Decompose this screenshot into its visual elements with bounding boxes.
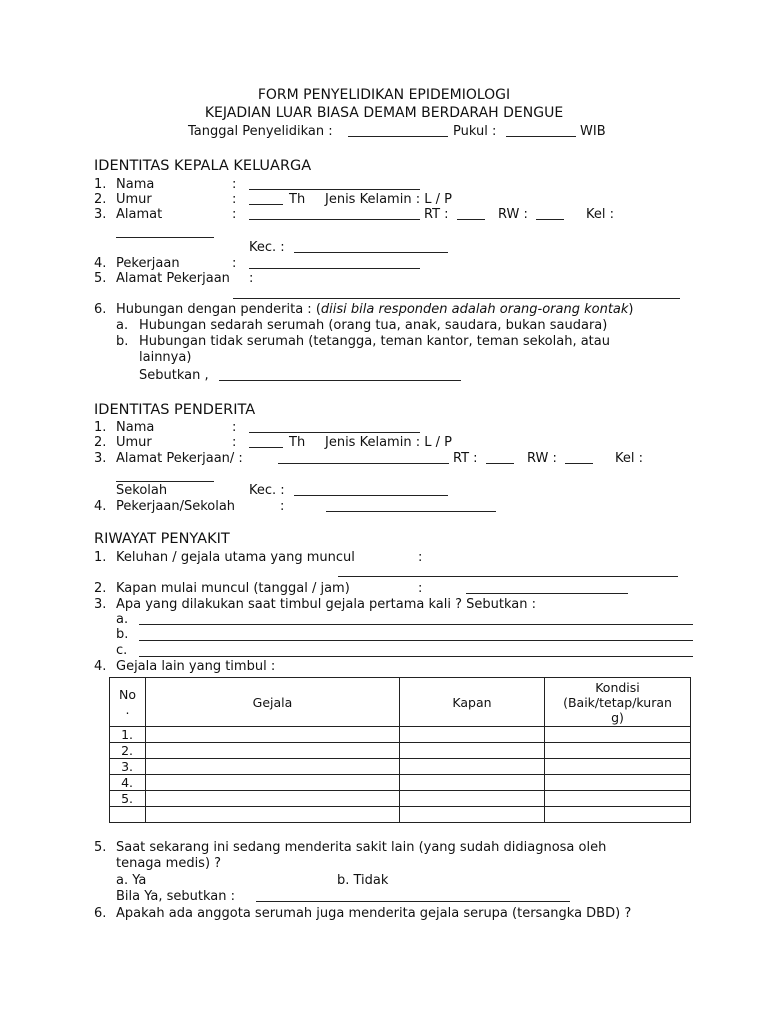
row-number: 1. <box>110 727 146 743</box>
kondisi-cell[interactable] <box>545 743 691 759</box>
kk-colon: : <box>232 207 237 222</box>
p-rw-label: RW : <box>527 451 557 466</box>
r-num-2: 2. <box>94 581 107 596</box>
p-rw-field[interactable] <box>565 463 593 464</box>
kondisi-cell[interactable] <box>545 759 691 775</box>
kk-hubungan-line <box>116 302 634 317</box>
tanggal-label: Tanggal Penyelidikan : <box>188 124 333 139</box>
r-num-4: 4. <box>94 659 107 674</box>
kk-num-1: 1. <box>94 177 107 192</box>
table-row <box>110 807 691 823</box>
kk-colon: : <box>249 271 254 286</box>
col-header-kapan: Kapan <box>400 678 545 727</box>
kondisi-cell[interactable] <box>545 775 691 791</box>
r-q2: Kapan mulai muncul (tanggal / jam) <box>116 581 350 596</box>
wib-label: WIB <box>580 124 606 139</box>
kk-alamat-pekerjaan-field[interactable] <box>233 298 680 299</box>
kk-num-6: 6. <box>94 302 107 317</box>
col-header-kondisi: Kondisi (Baik/tetap/kuran g) <box>545 678 691 727</box>
kk-num-4: 4. <box>94 256 107 271</box>
kk-umur-label: Umur <box>116 192 152 207</box>
r-q5-line2: tenaga medis) ? <box>116 856 222 871</box>
kapan-cell[interactable] <box>400 759 545 775</box>
p-num-3: 3. <box>94 451 107 466</box>
kk-sebutkan-label: Sebutkan , <box>139 368 209 383</box>
row-number: 3. <box>110 759 146 775</box>
r-num-5: 5. <box>94 840 107 855</box>
kk-option-a-label: a. <box>116 318 129 333</box>
r-q6: Apakah ada anggota serumah juga menderita gejala serupa (tersangka DBD) ? <box>116 906 632 921</box>
col-header-gejala: Gejala <box>146 678 400 727</box>
kk-umur-field[interactable] <box>249 204 283 205</box>
kk-num-3: 3. <box>94 207 107 222</box>
kk-colon: : <box>232 192 237 207</box>
p-rt-label: RT : <box>453 451 478 466</box>
p-pekerjaan-field[interactable] <box>326 511 496 512</box>
kondisi-cell[interactable] <box>545 727 691 743</box>
p-jenis-kelamin: Jenis Kelamin : L / P <box>325 435 452 450</box>
kk-nama-field[interactable] <box>249 189 420 190</box>
kk-num-2: 2. <box>94 192 107 207</box>
kk-kel-field[interactable] <box>116 237 214 238</box>
kk-option-a: Hubungan sedarah serumah (orang tua, anak, saudara, bukan saudara) <box>139 318 608 333</box>
kk-sebutkan-field[interactable] <box>219 380 461 381</box>
kondisi-cell[interactable] <box>545 807 691 823</box>
p-umur-field[interactable] <box>249 447 283 448</box>
p-nama-field[interactable] <box>249 432 420 433</box>
kk-rt-label: RT : <box>424 207 449 222</box>
r-q3-b-field[interactable] <box>139 640 693 641</box>
r-q3-c-field[interactable] <box>139 656 693 657</box>
form-title: FORM PENYELIDIKAN EPIDEMIOLOGI <box>257 87 511 103</box>
p-colon: : <box>232 420 237 435</box>
r-num-1: 1. <box>94 550 107 565</box>
table-row <box>110 775 691 791</box>
kk-alamat-pekerjaan-label: Alamat Pekerjaan <box>116 271 230 286</box>
r-q3-a-label: a. <box>116 612 129 627</box>
p-kec-label: Kec. : <box>249 483 285 498</box>
kk-colon: : <box>232 256 237 271</box>
kk-kel-label: Kel : <box>586 207 614 222</box>
r-q5-line1: Saat sekarang ini sedang menderita sakit lain (yang sudah didiagnosa oleh <box>116 840 607 855</box>
p-num-4: 4. <box>94 499 107 514</box>
col-header-no: No . <box>110 678 146 727</box>
p-colon: : <box>232 435 237 450</box>
r-q1-field[interactable] <box>338 576 678 577</box>
section-riwayat: RIWAYAT PENYAKIT <box>94 531 230 547</box>
kk-num-5: 5. <box>94 271 107 286</box>
kapan-cell[interactable] <box>400 743 545 759</box>
kk-option-b-label: b. <box>116 334 129 349</box>
p-kec-field[interactable] <box>294 495 448 496</box>
kk-alamat-label: Alamat <box>116 207 163 222</box>
kk-pekerjaan-label: Pekerjaan <box>116 256 180 271</box>
gejala-cell[interactable] <box>146 775 400 791</box>
gejala-cell[interactable] <box>146 743 400 759</box>
kk-nama-label: Nama <box>116 177 155 192</box>
gejala-cell[interactable] <box>146 727 400 743</box>
kk-kec-label: Kec. : <box>249 240 285 255</box>
r-q4: Gejala lain yang timbul : <box>116 659 276 674</box>
kk-rt-field[interactable] <box>457 219 485 220</box>
r-q3-a-field[interactable] <box>139 624 693 625</box>
kk-hubungan-label: Hubungan dengan penderita : ( <box>116 302 321 317</box>
p-alamat-pekerjaan-label: Alamat Pekerjaan/ : <box>116 451 243 466</box>
row-number: 4. <box>110 775 146 791</box>
kk-rw-label: RW : <box>498 207 528 222</box>
p-num-1: 1. <box>94 420 107 435</box>
tanggal-field[interactable] <box>348 136 448 137</box>
row-number: 2. <box>110 743 146 759</box>
gejala-table <box>109 677 691 823</box>
kapan-cell[interactable] <box>400 775 545 791</box>
r-q3-b-label: b. <box>116 627 129 642</box>
table-row <box>110 743 691 759</box>
p-kel-field[interactable] <box>116 481 214 482</box>
table-row <box>110 727 691 743</box>
p-rt-field[interactable] <box>486 463 514 464</box>
p-th-label: Th <box>289 435 306 450</box>
form-subtitle: KEJADIAN LUAR BIASA DEMAM BERDARAH DENGUE <box>204 105 564 121</box>
p-alamat-field[interactable] <box>278 463 449 464</box>
kapan-cell[interactable] <box>400 791 545 807</box>
r-q5-option-tidak[interactable]: b. Tidak <box>337 873 389 888</box>
r-bila-ya-label: Bila Ya, sebutkan : <box>116 889 235 904</box>
p-colon: : <box>280 499 285 514</box>
kk-close-paren: ) <box>628 302 634 317</box>
table-header-row <box>110 678 691 727</box>
table-row <box>110 759 691 775</box>
r-bila-ya-field[interactable] <box>256 901 570 902</box>
r-q1: Keluhan / gejala utama yang muncul <box>116 550 355 565</box>
pukul-label: Pukul : <box>453 124 497 139</box>
kk-hubungan-note: diisi bila responden adalah orang-orang kontak <box>320 302 629 317</box>
kk-jenis-kelamin: Jenis Kelamin : L / P <box>325 192 452 207</box>
r-num-6: 6. <box>94 906 107 921</box>
r-q2-field[interactable] <box>466 593 628 594</box>
p-sekolah-label: Sekolah <box>116 483 168 498</box>
kk-pekerjaan-field[interactable] <box>249 268 420 269</box>
gejala-cell[interactable] <box>146 791 400 807</box>
p-kel-label: Kel : <box>615 451 643 466</box>
r-colon: : <box>418 550 423 565</box>
pukul-field[interactable] <box>506 136 576 137</box>
section-kepala-keluarga: IDENTITAS KEPALA KELUARGA <box>94 158 312 174</box>
kk-th-label: Th <box>289 192 306 207</box>
row-number: 5. <box>110 791 146 807</box>
gejala-cell[interactable] <box>146 759 400 775</box>
kk-alamat-field[interactable] <box>249 219 420 220</box>
p-pekerjaan-sekolah-label: Pekerjaan/Sekolah <box>116 499 236 514</box>
kapan-cell[interactable] <box>400 807 545 823</box>
kk-kec-field[interactable] <box>294 252 448 253</box>
r-colon: : <box>418 581 423 596</box>
gejala-cell[interactable] <box>146 807 400 823</box>
r-q3-c-label: c. <box>116 643 128 658</box>
p-umur-label: Umur <box>116 435 152 450</box>
kondisi-cell[interactable] <box>545 791 691 807</box>
kapan-cell[interactable] <box>400 727 545 743</box>
r-q3: Apa yang dilakukan saat timbul gejala pertama kali ? Sebutkan : <box>116 597 536 612</box>
kk-option-b-line1: Hubungan tidak serumah (tetangga, teman kantor, teman sekolah, atau <box>139 334 610 349</box>
kk-colon: : <box>232 177 237 192</box>
row-number <box>110 807 146 823</box>
section-penderita: IDENTITAS PENDERITA <box>94 402 256 418</box>
kk-option-b-line2: lainnya) <box>139 350 192 365</box>
p-nama-label: Nama <box>116 420 155 435</box>
kk-rw-field[interactable] <box>536 219 564 220</box>
table-row <box>110 791 691 807</box>
r-num-3: 3. <box>94 597 107 612</box>
p-num-2: 2. <box>94 435 107 450</box>
r-q5-option-ya[interactable]: a. Ya <box>116 873 147 888</box>
